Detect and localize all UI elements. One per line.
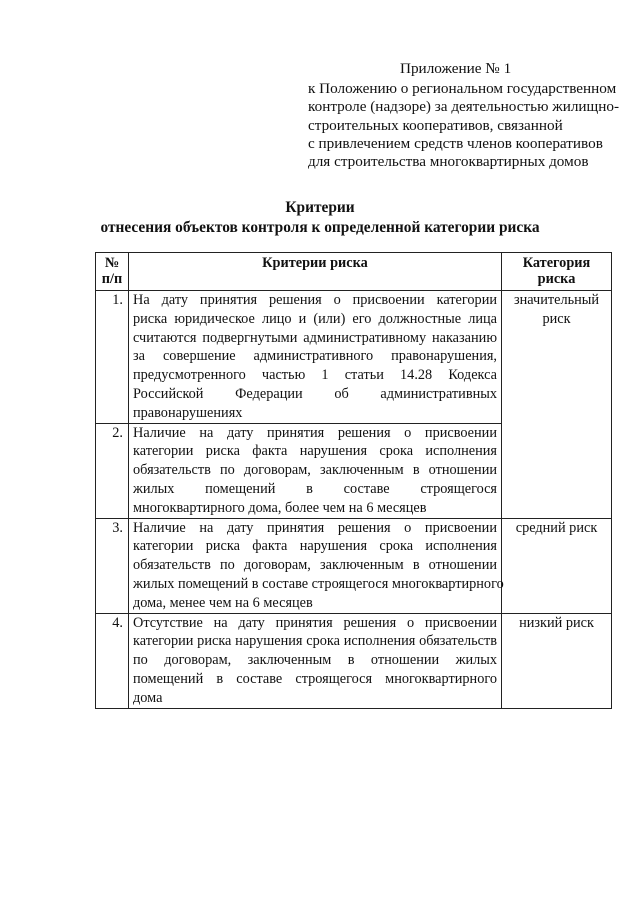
document-title: Критерии	[285, 199, 355, 216]
row-criteria-text: Отсутствие на дату принятия решения о присвоении категории риска нарушения срока исполнения обязательств по договорам, заключенным в отношении жилых помещений в составе строящегося многоквартирного дома	[129, 613, 502, 708]
header-criteria: Критерии риска	[129, 253, 502, 291]
row-number: 1.	[96, 291, 129, 424]
document-subtitle: отнесения объектов контроля к определенной категории риска	[100, 219, 540, 236]
row-number: 4.	[96, 613, 129, 708]
row-risk-category: низкий риск	[502, 613, 612, 708]
row-risk-category: средний риск	[502, 518, 612, 613]
appendix-line: для строительства многоквартирных домов	[308, 153, 589, 171]
header-number: № п/п	[96, 253, 129, 291]
appendix-line: контроле (надзоре) за деятельностью жилищно-	[308, 98, 620, 116]
header-category: Категория риска	[502, 253, 612, 291]
table-header-row	[96, 253, 612, 291]
appendix-line: к Положению о региональном государственном	[308, 80, 617, 98]
row-number: 2.	[96, 423, 129, 518]
row-criteria-text: На дату принятия решения о присвоении категории риска юридическое лицо и (или) его должностные лица считаются подвергнутыми административному наказанию за совершение административного правонарушения, предусмотренного частью 1 статьи 14.28 Кодекса Российской Федерации об административных правонарушениях	[129, 291, 502, 424]
row-risk-category: значительный риск	[502, 291, 612, 519]
table-row	[96, 291, 612, 424]
appendix-line: строительных кооперативов, связанной	[308, 116, 563, 134]
row-number: 3.	[96, 518, 129, 613]
table-row	[96, 613, 612, 708]
risk-criteria-table	[95, 252, 612, 709]
row-criteria-text: Наличие на дату принятия решения о присвоении категории риска факта нарушения срока исполнения обязательств по договорам, заключенным в отношении жилых помещений в составе строящегося многоквартирного дома, более чем на 6 месяцев	[129, 423, 502, 518]
row-criteria-text: Наличие на дату принятия решения о присвоении категории риска факта нарушения срока исполнения обязательств по договорам, заключенным в отношении жилых помещений в составе строящегося многоквартирного дома, менее чем на 6 месяцев	[129, 518, 502, 613]
appendix-number: Приложение № 1	[400, 60, 512, 77]
appendix-line: с привлечением средств членов кооперативов	[308, 134, 603, 152]
table-row	[96, 518, 612, 613]
appendix-header	[308, 60, 620, 171]
